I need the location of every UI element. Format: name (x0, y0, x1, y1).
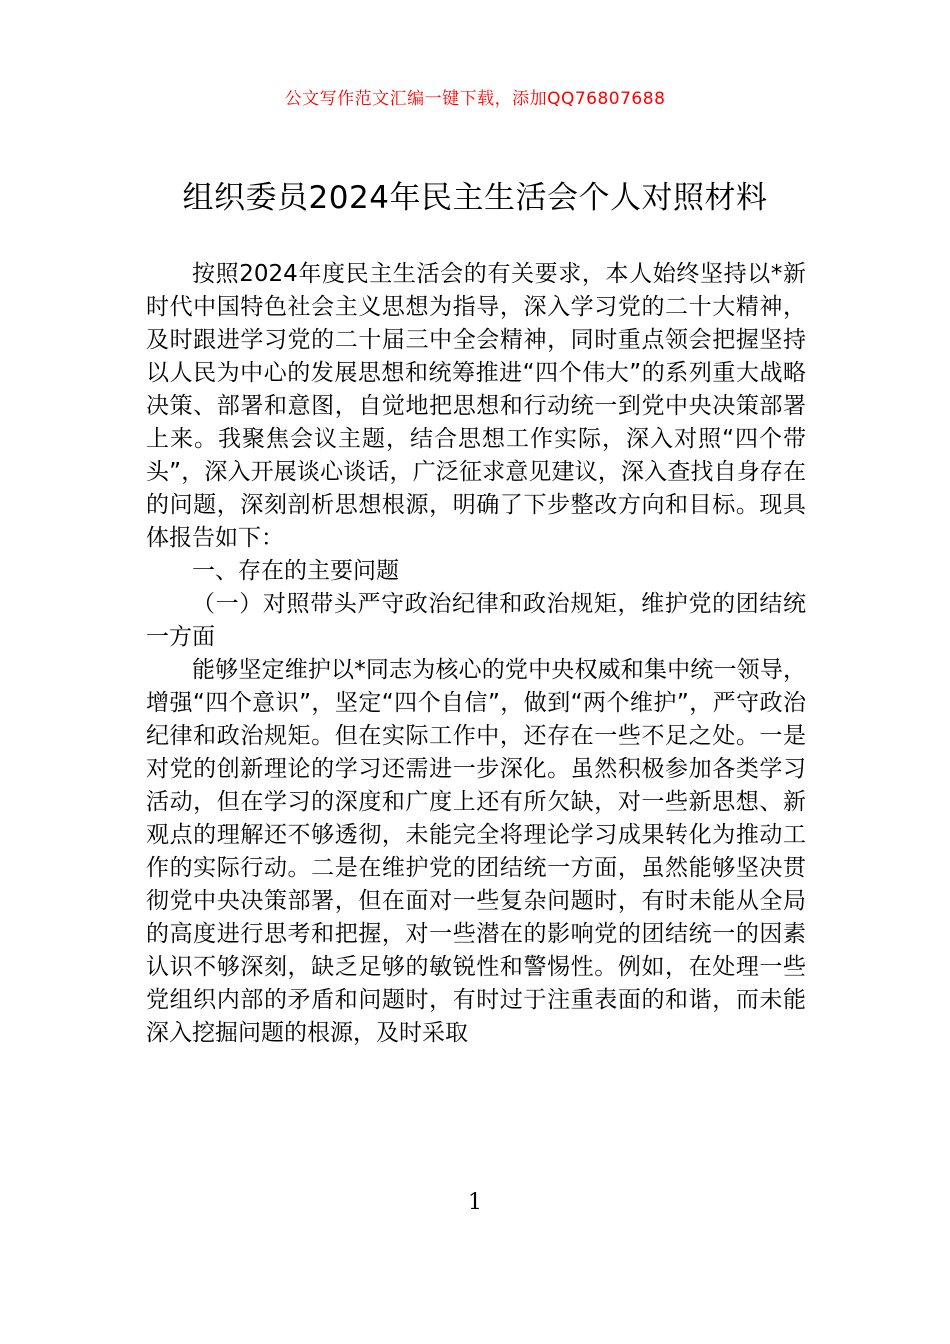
subsection-heading: （一）对照带头严守政治纪律和政治规矩，维护党的团结统一方面 (146, 591, 806, 650)
header-promo-note: 公文写作范文汇编一键下载，添加QQ76807688 (284, 89, 666, 109)
document-title: 组织委员2024年民主生活会个人对照材料 (182, 180, 768, 216)
body-paragraph: 能够坚定维护以*同志为核心的党中央权威和集中统一领导，增强“四个意识”，坚定“四个自信”，做到“两个维护”，严守政治纪律和政治规矩。但在实际工作中，还存在一些不足之处。一是对党的创新理论的学习还需进一步深化。虽然积极参加各类学习活动，但在学习的深度和广度上还有所欠缺，对一些新思想、新观点的理解还不够透彻，未能完全将理论学习成果转化为推动工作的实际行动。二是在维护党的团结统一方面，虽然能够坚决贯彻党中央决策部署，但在面对一些复杂问题时，有时未能从全局的高度进行思考和把握，对一些潜在的影响党的团结统一的因素认识不够深刻，缺乏足够的敏锐性和警惕性。例如，在处理一些党组织内部的矛盾和问题时，有时过于注重表面的和谐，而未能深入挖掘问题的根源，及时采取 (146, 657, 806, 1046)
document-body (146, 258, 806, 1050)
page-number: 1 (468, 1190, 482, 1215)
intro-paragraph: 按照2024年度民主生活会的有关要求，本人始终坚持以*新时代中国特色社会主义思想为指导，深入学习党的二十大精神，及时跟进学习党的二十届三中全会精神，同时重点领会把握坚持以人民为中心的发展思想和统筹推进“四个伟大”的系列重大战略决策、部署和意图，自觉地把思想和行动统一到党中央决策部署上来。我聚焦会议主题，结合思想工作实际，深入对照“四个带头”，深入开展谈心谈话，广泛征求意见建议，深入查找自身存在的问题，深刻剖析思想根源，明确了下步整改方向和目标。现具体报告如下： (146, 261, 806, 551)
section-heading: 一、存在的主要问题 (192, 558, 399, 584)
